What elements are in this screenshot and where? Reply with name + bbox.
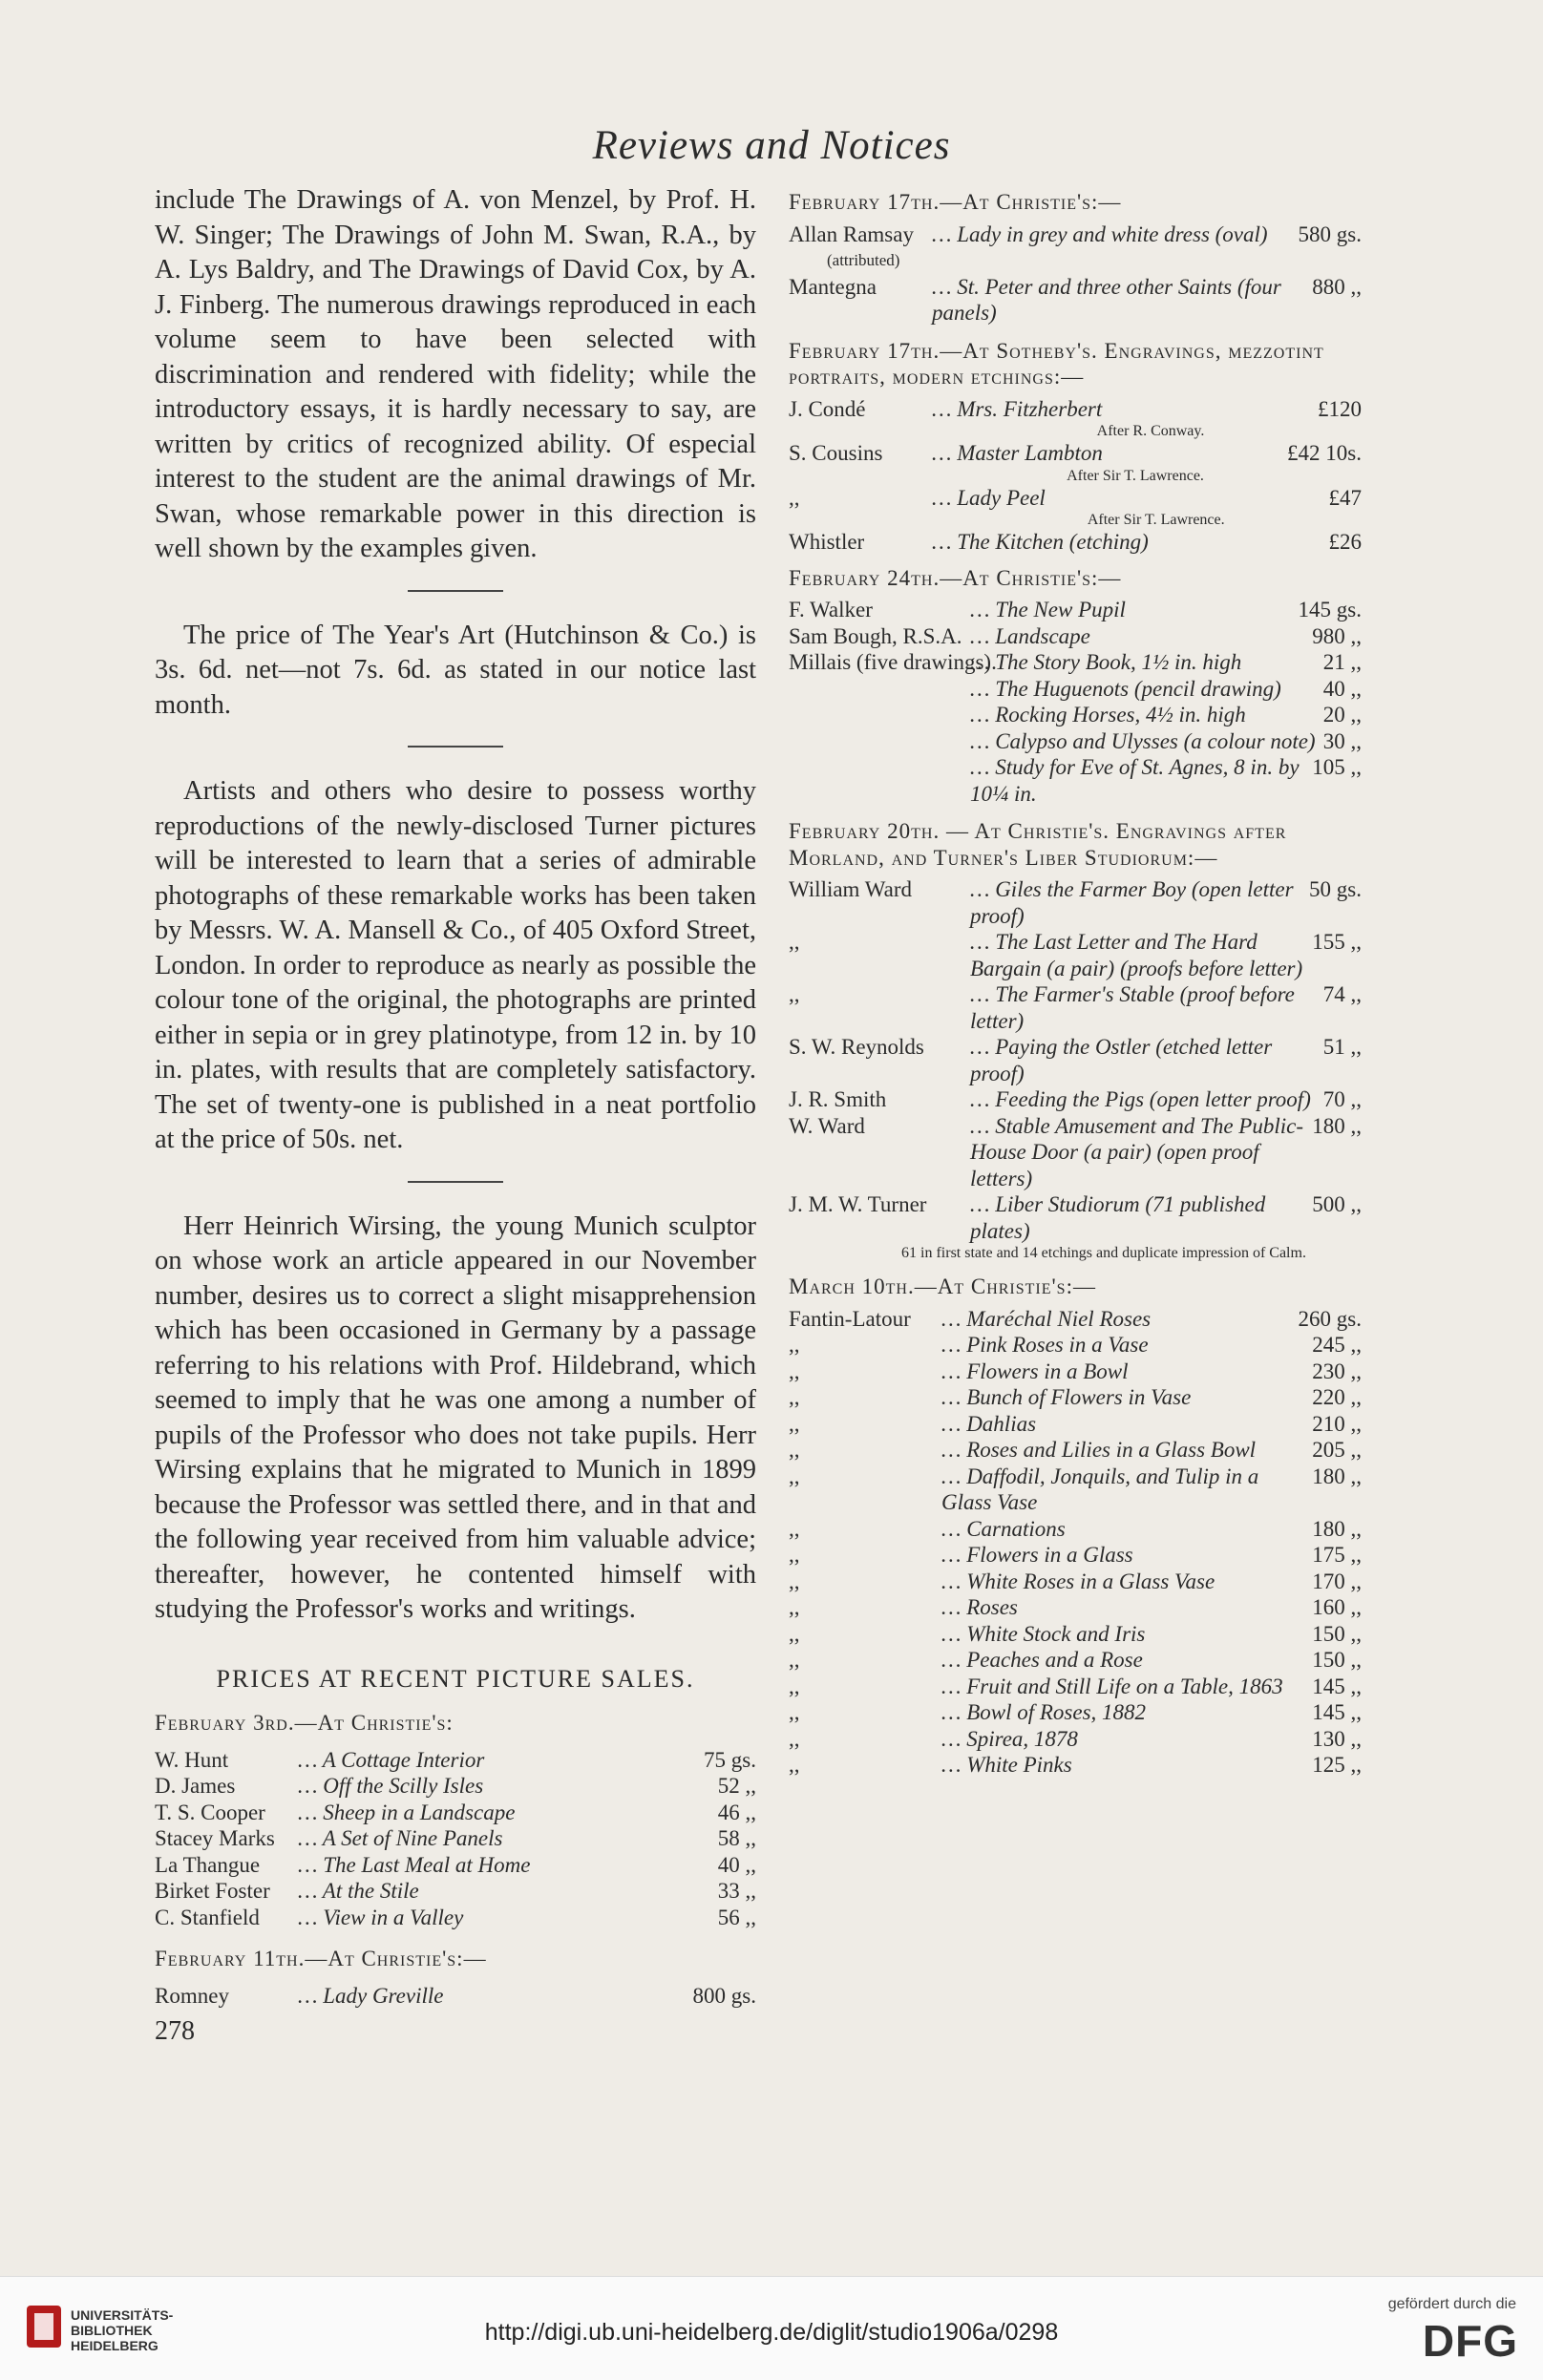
sale-artist: William Ward xyxy=(789,877,913,901)
sale-artist: Birket Foster xyxy=(155,1879,270,1903)
sale-work-title: … Rocking Horses, 4½ in. high xyxy=(970,703,1246,727)
sale-work xyxy=(298,1800,712,1826)
sale-price: 160 ,, xyxy=(1312,1595,1362,1619)
sale-entry xyxy=(789,221,1362,274)
sale-price: 245 ,, xyxy=(1312,1333,1362,1357)
sale-work-title: … Roses and Lilies in a Glass Bowl xyxy=(941,1438,1257,1462)
right-column xyxy=(789,183,1362,1779)
sale-artist: J. M. W. Turner xyxy=(789,1192,927,1216)
sale-entry xyxy=(789,676,1362,703)
sale-heading-feb17-christies: February 17th.—At Christie's:— xyxy=(789,190,1122,214)
running-head: Reviews and Notices xyxy=(592,123,951,168)
page-number: 278 xyxy=(155,2016,195,2046)
sale-artist: Fantin-Latour xyxy=(789,1306,911,1331)
paragraph-drawings-series: include The Drawings of A. von Menzel, by Prof. H. W. Singer; The Drawings of John M. Swan, R.A., by A. Lys Baldry, and The Drawings of David Cox, by A. J. Finberg. The numerous drawings reproduced in each volume seem to have been selected with discrimination and rendered with fidelity; while the introductory essays, it is hardly necessary to say, are written by critics of recognized ability. Of especial interest to the student are the animal drawings of Mr. Swan, whose remarkable power in this direction is well shown by the examples given. xyxy=(155,185,756,563)
sale-work xyxy=(298,1983,687,2010)
turner-footnote: 61 in first state and 14 etchings and duplicate impression of Calm. xyxy=(901,1245,1306,1261)
sale-price: 75 gs. xyxy=(704,1747,756,1772)
sale-entry xyxy=(789,754,1362,807)
sale-artist: S. Cousins xyxy=(789,441,883,465)
sale-work xyxy=(970,754,1306,807)
sale-list-feb24 xyxy=(789,597,1362,807)
sale-entry xyxy=(789,440,1362,485)
sale-entry xyxy=(155,1878,756,1905)
sale-price: £120 xyxy=(1318,396,1362,421)
sale-artist: Allan Ramsay xyxy=(789,221,914,246)
sale-price: 180 ,, xyxy=(1312,1113,1362,1138)
sale-artist: ,, xyxy=(789,1726,800,1751)
sale-artist: J. Condé xyxy=(789,396,866,421)
sale-work-title: … White Roses in a Glass Vase xyxy=(941,1569,1215,1593)
sale-work xyxy=(941,1384,1306,1411)
sale-entry xyxy=(789,1034,1362,1086)
sale-work-title: … Stable Amusement and The Public-House Door (a pair) (open proof letters) xyxy=(970,1113,1303,1190)
sale-work xyxy=(932,274,1306,326)
sale-work-title: … The Huguenots (pencil drawing) xyxy=(970,676,1281,701)
sale-work xyxy=(941,1569,1306,1595)
sale-work xyxy=(941,1647,1306,1674)
sale-work xyxy=(970,702,1318,728)
sale-artist: ,, xyxy=(789,1411,800,1436)
sale-work-title: … White Pinks xyxy=(941,1753,1072,1777)
sale-price: 20 ,, xyxy=(1322,703,1362,727)
sale-entry xyxy=(789,1411,1362,1438)
sale-work xyxy=(970,597,1293,623)
sale-artist: ,, xyxy=(789,1648,800,1672)
sale-entry xyxy=(789,1437,1362,1464)
sale-artist: D. James xyxy=(155,1774,236,1798)
sale-work xyxy=(941,1752,1306,1779)
sale-work-title: … Bunch of Flowers in Vase xyxy=(941,1385,1192,1409)
sale-artist: ,, xyxy=(789,1385,800,1409)
sale-work-title: … A Cottage Interior xyxy=(298,1747,485,1772)
sale-artist: ,, xyxy=(789,1543,800,1567)
sale-price: 205 ,, xyxy=(1312,1438,1362,1462)
sale-artist: ,, xyxy=(789,1358,800,1383)
paragraph-wirsing: Herr Heinrich Wirsing, the young Munich sculptor on whose work an article appeared in our November number, desires us to correct a slight misapprehension which has been occasioned in Germany by a passage referring to his relations with Prof. Hildebrand, which seemed to imply that he was one among a number of pupils of the Professor who does not take pupils. Herr Wirsing explains that he migrated to Munich in 1899 because the Professor was settled there, and in that and the following year received from him valuable advice; thereafter, however, he contented himself with studying the Professor's works and writings. xyxy=(155,1211,756,1624)
sale-work-title: … Study for Eve of St. Agnes, 8 in. by 10¼ in. xyxy=(970,755,1300,806)
sale-entry xyxy=(789,1569,1362,1595)
sale-price: 580 gs. xyxy=(1298,221,1362,246)
sale-work-title: … Lady Greville xyxy=(298,1983,444,2008)
sale-entry xyxy=(789,1306,1362,1333)
sale-work-title: … Calypso and Ulysses (a colour note) xyxy=(970,728,1316,753)
sale-price: 150 ,, xyxy=(1312,1621,1362,1646)
sale-work-title: … Lady Peel xyxy=(932,485,1046,510)
sale-entry xyxy=(789,1384,1362,1411)
sale-work xyxy=(941,1516,1306,1543)
sale-work-title: … Liber Studiorum (71 published plates) xyxy=(970,1192,1266,1243)
sale-work xyxy=(941,1621,1306,1648)
sale-entry xyxy=(789,1752,1362,1779)
sale-artist: ,, xyxy=(789,1464,800,1488)
sale-price: 125 ,, xyxy=(1312,1753,1362,1777)
sale-price: £42 10s. xyxy=(1287,441,1362,465)
sale-entry xyxy=(155,1825,756,1852)
sale-price: 500 ,, xyxy=(1312,1192,1362,1216)
sale-work-title: … The Kitchen (etching) xyxy=(932,530,1149,554)
sale-price: 145 ,, xyxy=(1312,1674,1362,1698)
sale-entry xyxy=(789,1594,1362,1621)
sale-artist: ,, xyxy=(789,1753,800,1777)
sale-work-title: … Flowers in a Bowl xyxy=(941,1358,1129,1383)
sale-price: 175 ,, xyxy=(1312,1543,1362,1567)
sale-work-title: … Fruit and Still Life on a Table, 1863 xyxy=(941,1674,1283,1698)
sale-price: 46 ,, xyxy=(717,1800,756,1824)
sale-artist: ,, xyxy=(789,1674,800,1698)
sale-artist: ,, xyxy=(789,1333,800,1357)
sale-entry xyxy=(789,728,1362,755)
section-divider xyxy=(408,590,503,592)
sale-work-title: … Sheep in a Landscape xyxy=(298,1800,516,1824)
sale-entry xyxy=(789,1674,1362,1700)
sale-price: 180 ,, xyxy=(1312,1464,1362,1488)
sale-list-feb11 xyxy=(155,1983,756,2010)
sale-heading-feb24: February 24th.—At Christie's:— xyxy=(789,565,1122,590)
sale-price: 30 ,, xyxy=(1322,728,1362,753)
sale-artist: ,, xyxy=(789,485,800,510)
sale-price: 230 ,, xyxy=(1312,1358,1362,1383)
sale-entry xyxy=(789,649,1362,676)
sale-work xyxy=(941,1437,1306,1464)
sale-price: 145 ,, xyxy=(1312,1700,1362,1724)
sale-entry xyxy=(789,529,1362,556)
sale-entry xyxy=(789,1542,1362,1569)
sale-artist: F. Walker xyxy=(789,598,873,621)
sale-work-title: … Roses xyxy=(941,1595,1018,1619)
sale-entry xyxy=(155,1800,756,1826)
sale-price: 58 ,, xyxy=(717,1826,756,1850)
sale-work-title: … Flowers in a Glass xyxy=(941,1543,1133,1567)
sale-price: 105 ,, xyxy=(1312,755,1362,779)
sale-entry xyxy=(789,1647,1362,1674)
sale-price: 880 ,, xyxy=(1312,274,1362,299)
sale-price: 260 gs. xyxy=(1298,1306,1362,1331)
sale-work xyxy=(941,1699,1306,1726)
sale-work-title: … A Set of Nine Panels xyxy=(298,1826,503,1850)
sale-artist: Sam Bough, R.S.A. xyxy=(789,623,962,648)
sale-entry xyxy=(789,1726,1362,1753)
sale-work xyxy=(970,728,1318,755)
sale-entry xyxy=(789,1699,1362,1726)
sale-list-mar10 xyxy=(789,1306,1362,1779)
sale-work-title: … Pink Roses in a Vase xyxy=(941,1333,1149,1357)
sale-work-title: … The Last Meal at Home xyxy=(298,1852,531,1877)
sale-artist: ,, xyxy=(789,930,800,954)
sale-entry xyxy=(789,1621,1362,1648)
sale-entry xyxy=(789,396,1362,441)
sale-work xyxy=(970,1086,1318,1113)
sale-price: 74 ,, xyxy=(1322,982,1362,1006)
sale-artist: La Thangue xyxy=(155,1852,261,1877)
sale-entry xyxy=(155,1905,756,1931)
sale-artist: ,, xyxy=(789,1700,800,1724)
sale-work-title: … St. Peter and three other Saints (four panels) xyxy=(932,274,1281,325)
sale-price: 50 gs. xyxy=(1309,877,1362,901)
sale-work-title: … Landscape xyxy=(970,623,1090,648)
sale-entry xyxy=(155,1983,756,2010)
sale-price: 51 ,, xyxy=(1322,1035,1362,1059)
sale-entry xyxy=(789,929,1362,981)
sale-entry xyxy=(789,876,1362,929)
sale-work-note: After R. Conway. xyxy=(1096,423,1205,439)
sale-work xyxy=(941,1464,1306,1516)
sale-artist-block xyxy=(789,221,932,274)
sale-work-title: … Daffodil, Jonquils, and Tulip in a Glass Vase xyxy=(941,1464,1259,1514)
sale-work xyxy=(932,529,1323,556)
sale-work xyxy=(932,440,1281,485)
sale-entry xyxy=(789,981,1362,1034)
sale-work xyxy=(941,1542,1306,1569)
sale-price: 800 gs. xyxy=(692,1983,756,2008)
sale-work xyxy=(970,649,1318,676)
sale-price: 70 ,, xyxy=(1322,1087,1362,1111)
sale-work xyxy=(970,876,1303,929)
sale-work xyxy=(298,1905,712,1931)
source-url[interactable]: http://digi.ub.uni-heidelberg.de/diglit/studio1906a/0298 xyxy=(484,2319,1059,2346)
sale-work xyxy=(970,1113,1306,1192)
sales-section-title: PRICES AT RECENT PICTURE SALES. xyxy=(216,1664,695,1693)
sale-entry xyxy=(155,1747,756,1774)
sale-artist: J. R. Smith xyxy=(789,1087,887,1111)
footer-bar xyxy=(0,2276,1543,2380)
sale-heading-feb11: February 11th.—At Christie's:— xyxy=(155,1947,487,1970)
sale-work-title: … Master Lambton xyxy=(932,441,1103,465)
sale-artist: Romney xyxy=(155,1983,229,2008)
sale-price: 150 ,, xyxy=(1312,1648,1362,1672)
sale-list-feb17-sothebys xyxy=(789,396,1362,556)
sale-artist: ,, xyxy=(789,982,800,1006)
sale-entry xyxy=(789,485,1362,530)
sale-work-title: … Lady in grey and white dress (oval) xyxy=(932,221,1268,246)
sale-artist: Whistler xyxy=(789,530,865,554)
sale-artist: Mantegna xyxy=(789,274,877,299)
sale-work xyxy=(941,1674,1306,1700)
sale-work-title: … Giles the Farmer Boy (open letter proof) xyxy=(970,877,1294,928)
sale-work xyxy=(932,396,1312,441)
sale-work-title: … Mrs. Fitzherbert xyxy=(932,396,1103,421)
dfg-logo: DFG xyxy=(1422,2316,1518,2366)
sale-work-title: … Carnations xyxy=(941,1516,1066,1541)
sale-artist: ,, xyxy=(789,1621,800,1646)
sale-list-feb3 xyxy=(155,1747,756,1931)
sale-price: 40 ,, xyxy=(717,1852,756,1877)
sale-artist: ,, xyxy=(789,1438,800,1462)
sale-work-title: … Peaches and a Rose xyxy=(941,1648,1143,1672)
sale-work-title: … Spirea, 1878 xyxy=(941,1726,1078,1751)
sale-price: 210 ,, xyxy=(1312,1411,1362,1436)
sale-work xyxy=(970,1191,1306,1244)
sale-list-feb20 xyxy=(789,876,1362,1244)
sale-heading-mar10: March 10th.—At Christie's:— xyxy=(789,1274,1096,1298)
section-divider xyxy=(408,746,503,748)
sale-entry xyxy=(789,1358,1362,1385)
sale-work-title: … The Last Letter and The Hard Bargain (a pair) (proofs before letter) xyxy=(970,930,1303,980)
sale-artist: Stacey Marks xyxy=(155,1826,275,1850)
sale-artist: ,, xyxy=(789,1595,800,1619)
sale-price: 220 ,, xyxy=(1312,1385,1362,1409)
sale-price: 130 ,, xyxy=(1312,1726,1362,1751)
sale-entry xyxy=(789,1516,1362,1543)
sale-work-title: … Paying the Ostler (etched letter proof) xyxy=(970,1035,1273,1085)
sale-entry xyxy=(789,1113,1362,1192)
sale-price: £47 xyxy=(1328,485,1362,510)
sale-work-title: … White Stock and Iris xyxy=(941,1621,1146,1646)
sale-work-note: After Sir T. Lawrence. xyxy=(1067,467,1204,484)
sale-heading-feb3: February 3rd.—At Christie's: xyxy=(155,1711,454,1735)
sale-price: 33 ,, xyxy=(717,1879,756,1903)
sale-work-title: … Dahlias xyxy=(941,1411,1037,1436)
paragraph-turner-photographs: Artists and others who desire to possess worthy reproductions of the newly-disclosed Turner pictures will be interested to learn that a series of admirable photographs of these remarkable works has been taken by Messrs. W. A. Mansell & Co., of 405 Oxford Street, London. In order to reproduce as nearly as possible the colour tone of the original, the photographs are printed either in sepia or in grey platinotype, from 12 in. by 10 in. plates, with results that are completely satisfactory. The set of twenty-one is published in a neat portfolio at the price of 50s. net. xyxy=(155,776,756,1154)
sale-artist: S. W. Reynolds xyxy=(789,1035,924,1059)
sale-price: 980 ,, xyxy=(1312,623,1362,648)
sale-artist: W. Ward xyxy=(789,1113,865,1138)
sale-price: 56 ,, xyxy=(717,1905,756,1929)
sale-artist-note: (attributed) xyxy=(827,251,900,269)
left-column xyxy=(155,183,756,2050)
sale-heading-feb17-sothebys: February 17th.—At Sotheby's. Engravings, mezzotint portraits, modern etchings:— xyxy=(789,338,1324,389)
sale-entry xyxy=(789,1191,1362,1244)
sale-entry xyxy=(789,597,1362,623)
sale-work-title: … Maréchal Niel Roses xyxy=(941,1306,1152,1331)
sale-work-title: … At the Stile xyxy=(298,1879,419,1903)
sale-work xyxy=(941,1358,1306,1385)
sale-work xyxy=(970,676,1318,703)
paragraph-years-art: The price of The Year's Art (Hutchinson & Co.) is 3s. 6d. net—not 7s. 6d. as stated in our notice last month. xyxy=(155,620,756,720)
sale-price: 170 ,, xyxy=(1312,1569,1362,1593)
sale-entry xyxy=(789,1086,1362,1113)
sale-entry xyxy=(789,1332,1362,1358)
funding-caption: gefördert durch die xyxy=(1387,2296,1516,2312)
sale-heading-feb20: February 20th. — At Christie's. Engravings after Morland, and Turner's Liber Studiorum:— xyxy=(789,819,1287,870)
sale-entry xyxy=(789,274,1362,326)
sale-price: £26 xyxy=(1328,530,1362,554)
sale-work xyxy=(932,485,1323,530)
sale-work xyxy=(298,1825,712,1852)
sale-artist: ,, xyxy=(789,1569,800,1593)
sale-work-title: … Off the Scilly Isles xyxy=(298,1774,484,1798)
sale-work xyxy=(932,221,1293,248)
sale-work-title: … View in a Valley xyxy=(298,1905,464,1929)
sale-price: 180 ,, xyxy=(1312,1516,1362,1541)
sale-work xyxy=(970,981,1318,1034)
sale-price: 40 ,, xyxy=(1322,676,1362,701)
sale-work xyxy=(941,1411,1306,1438)
sale-work-title: … The Farmer's Stable (proof before letter) xyxy=(970,982,1295,1033)
sale-work xyxy=(941,1726,1306,1753)
sale-work-note: After Sir T. Lawrence. xyxy=(1087,512,1225,528)
sale-entry xyxy=(155,1852,756,1879)
sale-work xyxy=(941,1306,1293,1333)
sale-work-title: … Feeding the Pigs (open letter proof) xyxy=(970,1087,1311,1111)
sale-work xyxy=(970,929,1306,981)
sale-entry xyxy=(789,623,1362,650)
sale-work xyxy=(298,1852,712,1879)
sale-work-title: … The New Pupil xyxy=(970,598,1126,621)
sale-entry xyxy=(155,1773,756,1800)
sale-work-title: … The Story Book, 1½ in. high xyxy=(970,650,1242,674)
sale-entry xyxy=(789,702,1362,728)
sale-artist: W. Hunt xyxy=(155,1747,229,1772)
sale-artist: T. S. Cooper xyxy=(155,1800,265,1824)
sale-price: 145 gs. xyxy=(1298,598,1362,621)
sale-list-feb17-christies xyxy=(789,221,1362,326)
library-name: UNIVERSITÄTS- BIBLIOTHEK HEIDELBERG xyxy=(71,2307,174,2353)
sale-artist: Millais (five drawings). xyxy=(789,650,997,674)
sale-artist: C. Stanfield xyxy=(155,1905,260,1929)
sale-work xyxy=(970,623,1306,650)
sale-price: 52 ,, xyxy=(717,1774,756,1798)
sale-price: 155 ,, xyxy=(1312,930,1362,954)
sale-work xyxy=(941,1332,1306,1358)
sale-work xyxy=(941,1594,1306,1621)
sale-work xyxy=(298,1747,698,1774)
sale-work xyxy=(298,1878,712,1905)
section-divider xyxy=(408,1181,503,1183)
sale-price: 21 ,, xyxy=(1322,650,1362,674)
sale-work xyxy=(298,1773,712,1800)
sale-artist: ,, xyxy=(789,1516,800,1541)
sale-entry xyxy=(789,1464,1362,1516)
sale-work xyxy=(970,1034,1318,1086)
sale-work-title: … Bowl of Roses, 1882 xyxy=(941,1700,1147,1724)
